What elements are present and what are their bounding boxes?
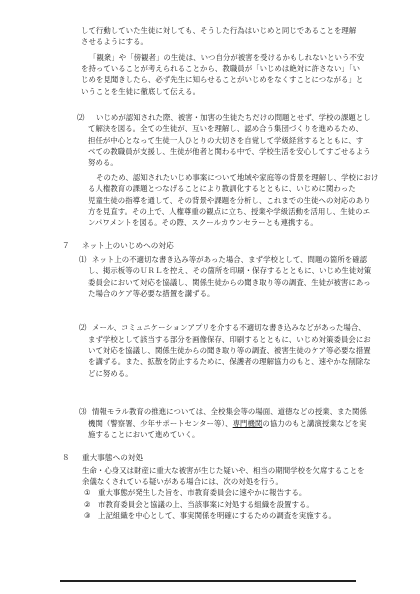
step-number: ③: [84, 511, 91, 520]
item2-line: 担任が中心となって生徒一人ひとりの大切さを自覚して学級経営するとともに、す: [88, 136, 364, 145]
underlined-text: 専門機関: [232, 419, 263, 428]
section7-item2-line: を講ずる。また、拡散を防止するために、保護者の理解協力のもと、速やかな削除な: [88, 357, 371, 366]
item2-line: 方を見直す。その上で、人権尊重の観点に立ち、授業や学級活動を活用し、生徒のエ: [88, 207, 371, 216]
item-number: ⑶: [79, 407, 87, 416]
section7-item2-line: まず学校として該当する部分を画像保存、印刷するとともに、いじめ対策委員会にお: [88, 335, 371, 344]
item2-line: べての教職員が支援し、生徒が他者と関わる中で、学校生活を安心してすごせるよう: [88, 147, 371, 156]
section7-item2-line: メール、コミュニケーションアプリを介する不適切な書き込みなどがあった場合、: [92, 323, 366, 332]
item2-line: る人権教育の課題とつなげることにより教訓化するとともに、いじめに関わった: [88, 184, 356, 193]
item2-line: ンパワメントを図る。その際、スクールカウンセラーとも連携する。: [88, 218, 318, 227]
section7-item3-text: の協力のもと講演授業などを実: [262, 419, 367, 428]
item-number: ⑵: [79, 323, 87, 332]
section8-step: 重大事態が発生した旨を、市教育委員会に速やかに報告する。: [98, 488, 307, 497]
section8-step: 上記組織を中心として、事実関係を明確にするための調査を実施する。: [98, 511, 336, 520]
section-number: ８: [62, 453, 70, 462]
section-title: 重大事態への対処: [82, 453, 144, 462]
section7-item1-line: た場合のケア等必要な措置を講ずる。: [88, 289, 215, 298]
item-number: ⑴: [79, 255, 87, 264]
intro-line: して行動していた生徒に対しても、そうした行為はいじめと同じであることを理解: [81, 26, 357, 35]
item-number: ⑵: [77, 113, 85, 122]
intro-line: じめを見聞きしたら、必ず先生に知らせることがいじめをなくすことにつながる」と: [81, 75, 364, 84]
section8-line: 生命・心身又は財産に重大な被害が生じた疑いや、相当の期間学校を欠席することを: [82, 466, 365, 475]
item2-line: 児童生徒の指導を通して、その背景や課題を分析し、これまでの生徒への対応のあり: [88, 196, 371, 205]
section7-item3-line: [88, 418, 367, 429]
step-number: ①: [84, 488, 91, 497]
item2-line: そのため、認知されたいじめ事案について地域や家庭等の背景を理解し、学校におけ: [96, 173, 379, 182]
section7-item2-line: どに努める。: [88, 369, 133, 378]
step-number: ②: [84, 500, 91, 509]
section7-item1-line: ネット上の不適切な書き込み等があった場合、まず学校として、問題の箇所を確認: [92, 255, 368, 264]
intro-line: いうことを生徒に徹底して伝える。: [81, 87, 201, 96]
section7-item3-text: 機関（警察署、少年サポートセンター等）、: [88, 419, 233, 428]
section7-item1-line: し、掲示板等のＵＲＬを控え、その箇所を印刷・保存するとともに、いじめ生徒対策: [88, 266, 372, 275]
section7-item3-line: 施することにおいて進めていく。: [88, 430, 200, 439]
section7-item3-line: 情報モラル教育の推進については、全校集会等の場面、道徳などの授業、また関係: [92, 407, 367, 416]
section7-item2-line: いて対応を協議し、関係生徒からの聞き取り等の調査、被害生徒のケア等必要な措置: [88, 346, 371, 355]
intro-line: 「観衆」や「傍観者」の生徒は、いつ自分が被害を受けるかもしれないという不安: [89, 53, 365, 62]
intro-line: を持っていることが考えられることから、教職員が「いじめは絶対に許さない」「い: [81, 64, 361, 73]
item2-line: いじめが認知された際、被害・加害の生徒たちだけの問題とせず、学校の課題とし: [96, 113, 371, 122]
intro-line: させるようにする。: [81, 37, 148, 46]
footer-rule: [60, 580, 356, 582]
section7-item1-line: 委員会において対応を協議し、関係生徒からの聞き取り等の調査、生徒が被害にあっ: [88, 278, 371, 287]
section8-step: 市教育委員会と協議の上、当該事案に対処する組織を設置する。: [98, 500, 314, 509]
section8-line: 余儀なくされている疑いがある場合には、次の対処を行う。: [82, 477, 283, 486]
item2-line: て解決を図る。全ての生徒が、互いを理解し、認め合う集団づくりを進めるため、: [88, 124, 364, 133]
item2-line: 努める。: [88, 158, 118, 167]
section-number: ７: [62, 241, 70, 250]
section-title: ネット上のいじめへの対応: [82, 241, 174, 250]
